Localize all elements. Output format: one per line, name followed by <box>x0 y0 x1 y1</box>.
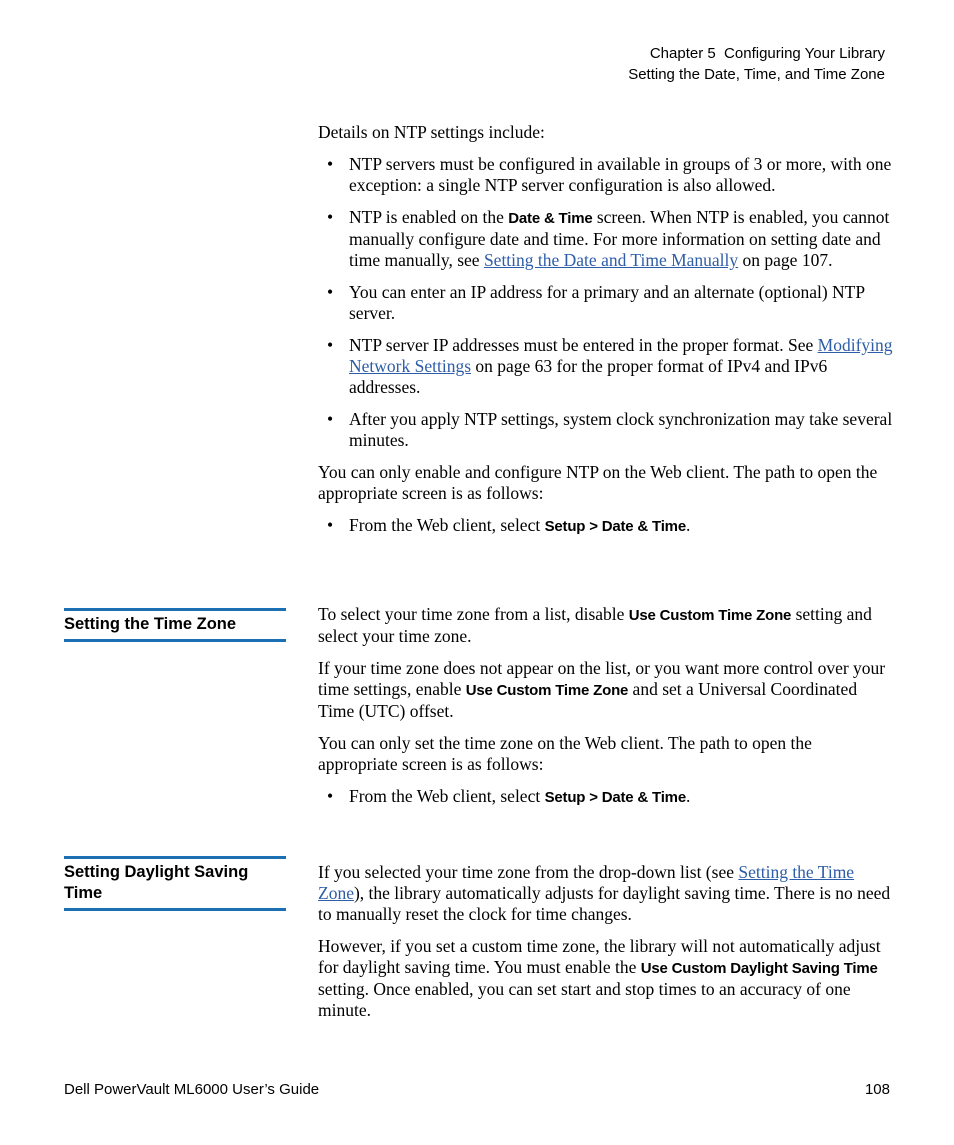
ui-path-setup-date-time: Setup > Date & Time <box>544 518 686 535</box>
footer-title: Dell PowerVault ML6000 User’s Guide <box>64 1081 320 1098</box>
bullet-icon: • <box>327 786 334 806</box>
time-zone-section <box>318 604 893 819</box>
ntp-para: You can only enable and configure NTP on the Web client. The path to open the appropriate screen is as follows: <box>318 462 878 503</box>
dst-para-2: However, if you set a custom time zone, the library will not automatically adjust for daylight saving time. You must enable the Use Custom Daylight Saving Time setting. Once enabled, you can set start and stop times to an accuracy of one minute. <box>318 936 881 1020</box>
list-item: • From the Web client, select Setup > Date & Time. <box>327 515 691 535</box>
ntp-intro: Details on NTP settings include: <box>318 122 545 142</box>
link-setting-time-zone[interactable]: Setting the Time Zone <box>318 862 855 903</box>
heading-time-zone: Setting the Time Zone <box>64 608 286 642</box>
bullet-icon: • <box>327 515 334 535</box>
link-modifying-network-settings[interactable]: Modifying Network Settings <box>349 335 893 376</box>
link-setting-date-time-manually[interactable]: Setting the Date and Time Manually <box>483 250 739 270</box>
ui-term-use-custom-time-zone: Use Custom Time Zone <box>628 607 792 624</box>
list-item: • From the Web client, select Setup > Date & Time. <box>327 786 691 806</box>
tz-para-1: To select your time zone from a list, disable Use Custom Time Zone setting and select your time zone. <box>318 604 872 646</box>
tz-para-2: If your time zone does not appear on the list, or you want more control over your time settings, enable Use Custom Time Zone and set a Universal Coordinated Time (UTC) offset. <box>318 658 886 721</box>
ntp-path-list <box>318 515 893 537</box>
ntp-section <box>318 122 893 548</box>
dst-para-1: If you selected your time zone from the drop-down list (see Setting the Time Zone), the library automatically adjusts for daylight saving time. There is no need to manually reset the clock for time changes. <box>318 862 891 924</box>
header-chapter: Chapter 5 Configuring Your Library <box>649 45 885 62</box>
ui-path-setup-date-time: Setup > Date & Time <box>544 789 686 806</box>
heading-daylight-saving: Setting Daylight Saving Time <box>64 856 286 911</box>
bullet-icon: • <box>327 409 334 429</box>
list-item: • NTP is enabled on the Date & Time screen. When NTP is enabled, you cannot manually configure date and time. For more information on setting date and time manually, see Setting the Date and Time Manually on page 107. <box>327 207 890 270</box>
ui-term-date-time: Date & Time <box>508 210 593 227</box>
tz-path-list <box>318 786 893 808</box>
ui-term-use-custom-time-zone: Use Custom Time Zone <box>465 682 629 699</box>
bullet-icon: • <box>327 335 334 355</box>
tz-para-3: You can only set the time zone on the Web client. The path to open the appropriate screen is as follows: <box>318 733 812 774</box>
list-item: • NTP server IP addresses must be entered in the proper format. See Modifying Network Settings on page 63 for the proper format of IPv4 and IPv6 addresses. <box>327 335 893 397</box>
bullet-icon: • <box>327 154 334 174</box>
page-number: 108 <box>864 1081 890 1098</box>
header-section: Setting the Date, Time, and Time Zone <box>628 66 885 83</box>
list-item: • You can enter an IP address for a primary and an alternate (optional) NTP server. <box>327 282 865 323</box>
bullet-icon: • <box>327 282 334 302</box>
list-item: • After you apply NTP settings, system clock synchronization may take several minutes. <box>327 409 893 450</box>
ntp-bullet-list <box>318 154 893 451</box>
bullet-icon: • <box>327 207 334 227</box>
running-header <box>628 43 885 85</box>
list-item: • NTP servers must be configured in available in groups of 3 or more, with one exception: a single NTP server configuration is also allowed. <box>327 154 892 195</box>
daylight-saving-section <box>318 862 893 1021</box>
ui-term-use-custom-daylight-saving-time: Use Custom Daylight Saving Time <box>640 960 878 977</box>
